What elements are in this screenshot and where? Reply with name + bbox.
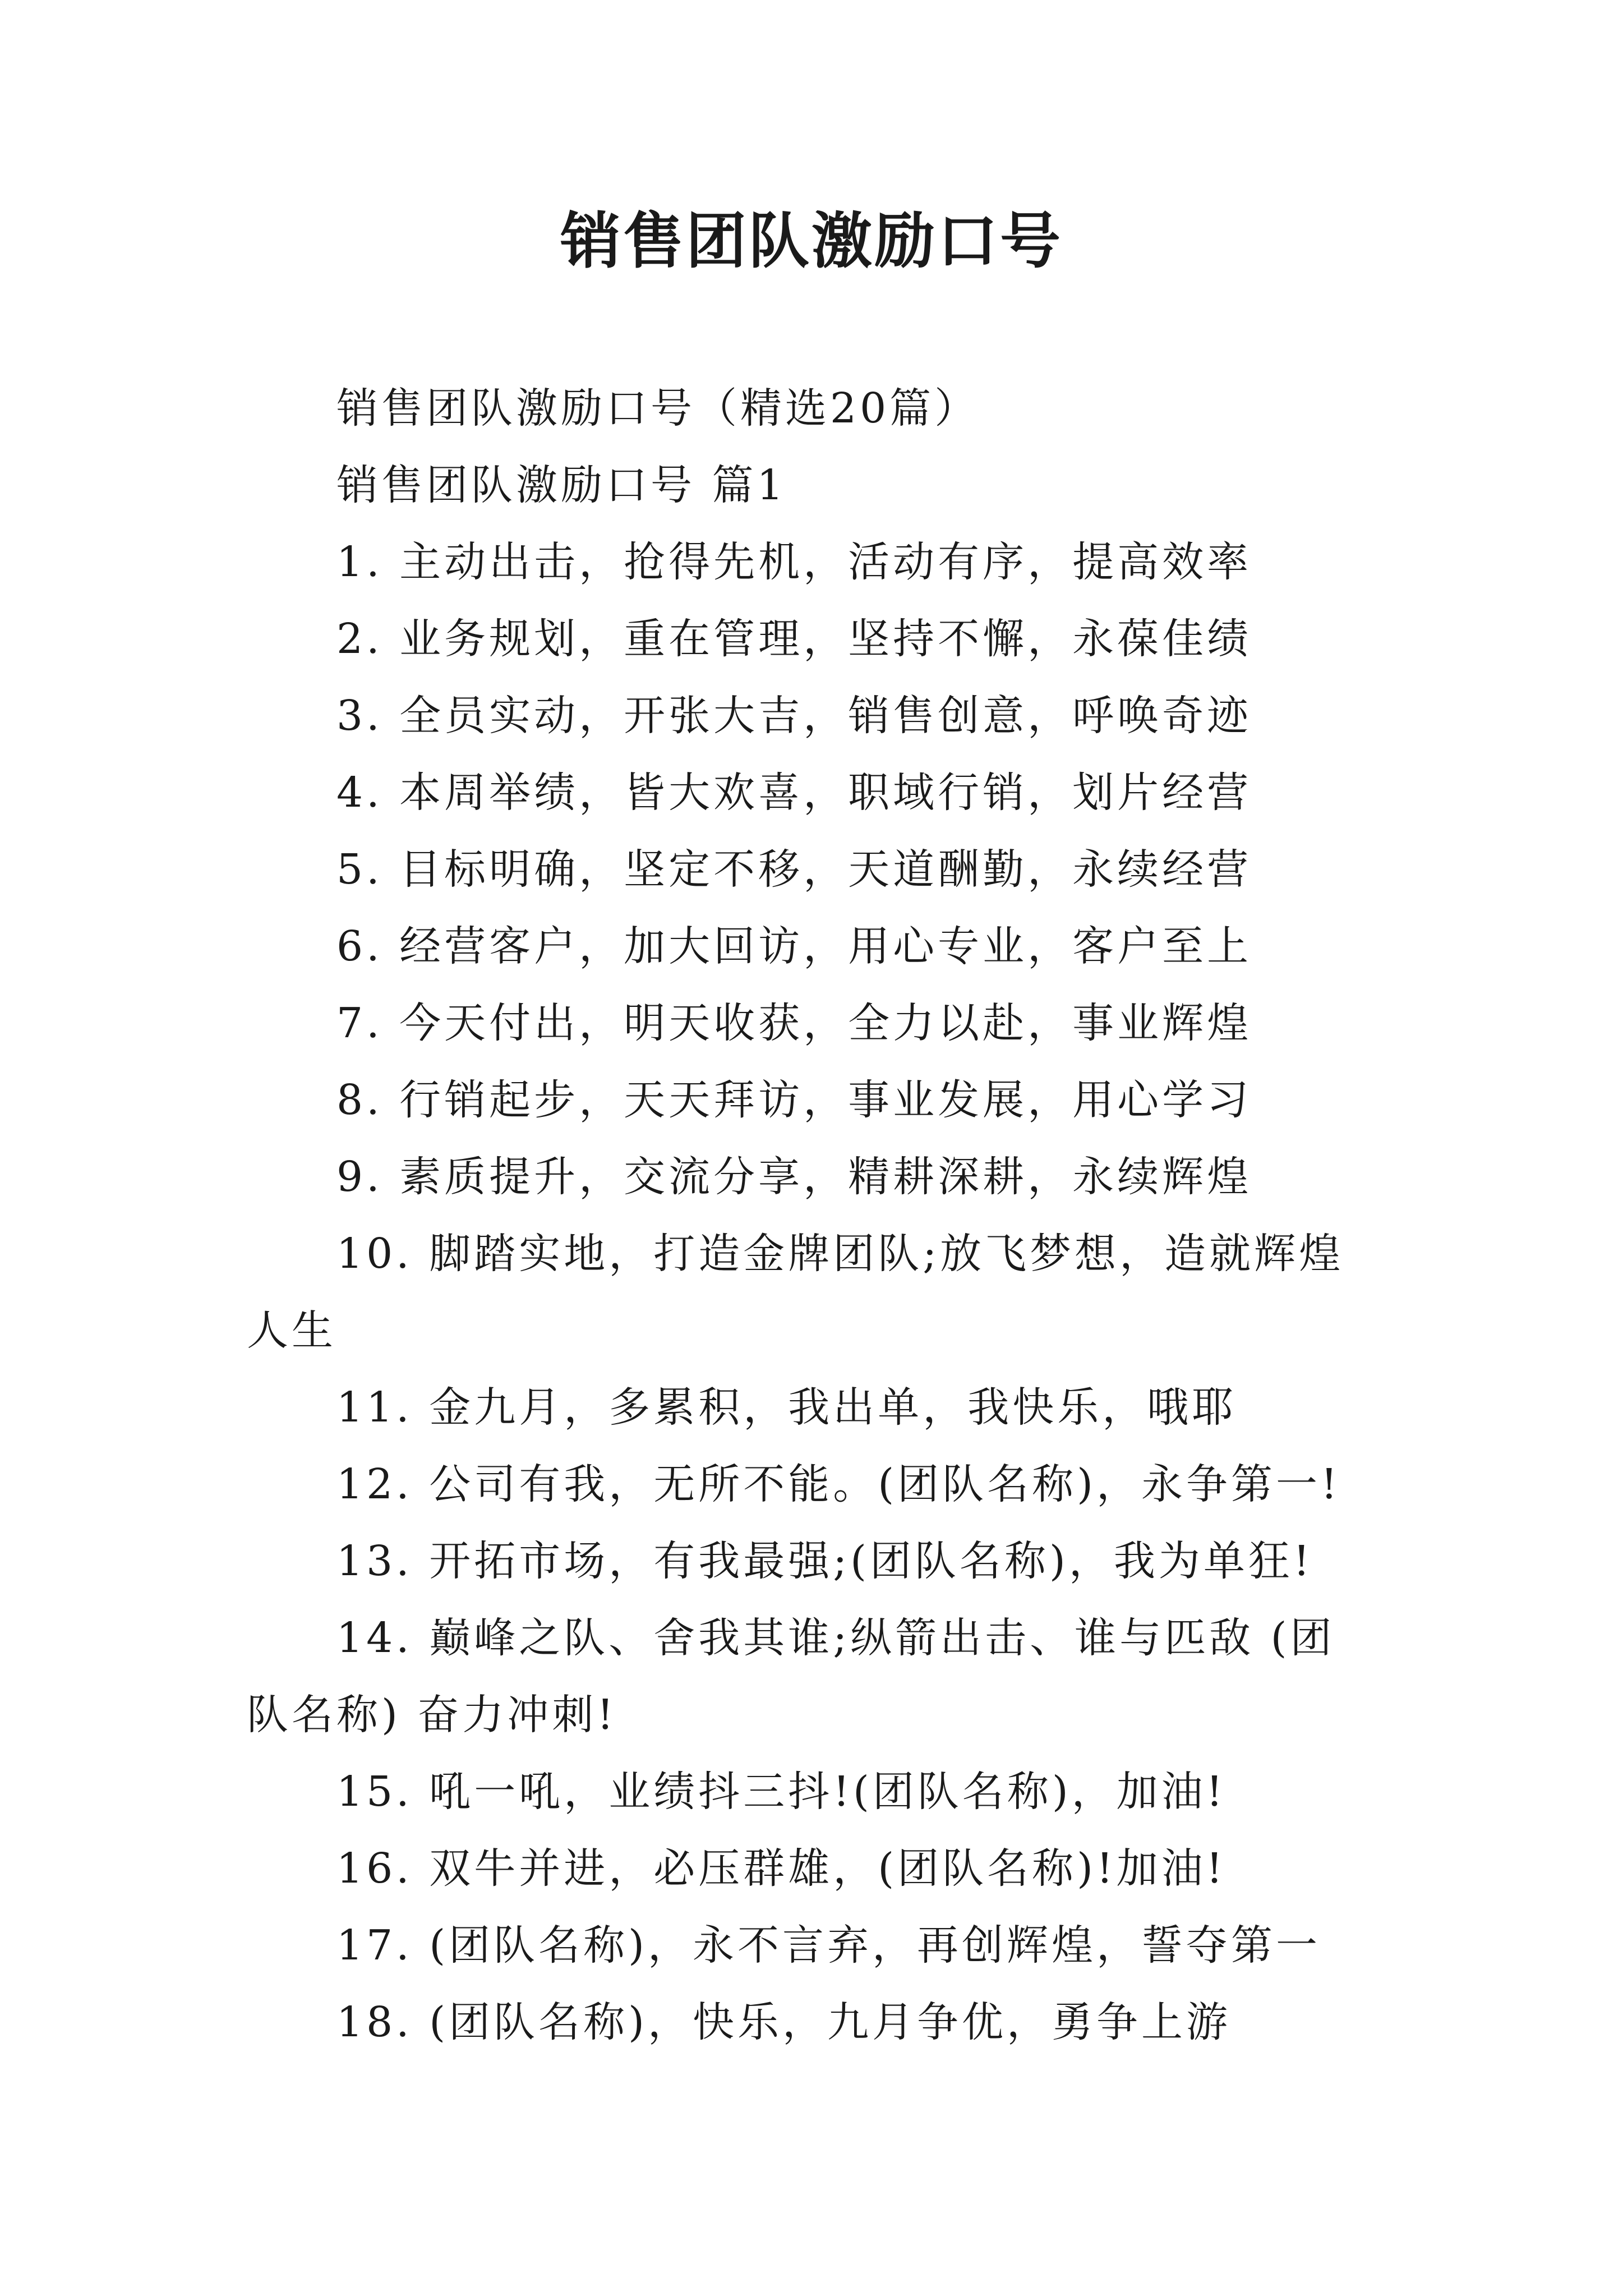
list-item: 6. 经营客户，加大回访，用心专业，客户至上 <box>336 922 1252 970</box>
list-item: 4. 本周举绩，皆大欢喜，职域行销，划片经营 <box>336 769 1252 817</box>
document-subtitle: 销售团队激励口号（精选20篇） <box>336 384 980 432</box>
document-body <box>247 370 1380 2061</box>
list-item: 5. 目标明确，坚定不移，天道酬勤，永续经营 <box>336 845 1252 894</box>
list-item: 9. 素质提升，交流分享，精耕深耕，永续辉煌 <box>336 1153 1252 1201</box>
list-item: 1. 主动出击，抢得先机，活动有序，提高效率 <box>336 538 1252 586</box>
list-item: 10. 脚踏实地，打造金牌团队;放飞梦想，造就辉煌人生 <box>247 1230 1344 1355</box>
document-title: 销售团队激励口号 <box>560 206 1063 277</box>
list-item: 3. 全员实动，开张大吉，销售创意，呼唤奇迹 <box>336 692 1252 740</box>
list-item: 14. 巅峰之队、舍我其谁;纵箭出击、谁与匹敌 (团队名称) 奋力冲刺! <box>247 1614 1335 1739</box>
section-heading: 销售团队激励口号 篇1 <box>336 461 787 509</box>
list-item: 18. (团队名称)，快乐，九月争优，勇争上游 <box>336 1998 1231 2046</box>
list-item: 2. 业务规划，重在管理，坚持不懈，永葆佳绩 <box>336 615 1252 663</box>
list-item: 8. 行销起步，天天拜访，事业发展，用心学习 <box>336 1076 1252 1124</box>
list-item: 7. 今天付出，明天收获，全力以赴，事业辉煌 <box>336 999 1252 1047</box>
list-item: 11. 金九月，多累积，我出单，我快乐，哦耶 <box>336 1383 1237 1432</box>
list-item: 17. (团队名称)，永不言弃，再创辉煌，誓夺第一 <box>336 1921 1321 1970</box>
list-item: 13. 开拓市场，有我最强;(团队名称)，我为单狂! <box>336 1537 1313 1585</box>
list-item: 16. 双牛并进，必压群雄，(团队名称)!加油! <box>336 1844 1227 1893</box>
list-item: 15. 吼一吼，业绩抖三抖!(团队名称)，加油! <box>336 1768 1227 1816</box>
list-item: 12. 公司有我，无所不能。(团队名称)，永争第一! <box>336 1460 1341 1508</box>
